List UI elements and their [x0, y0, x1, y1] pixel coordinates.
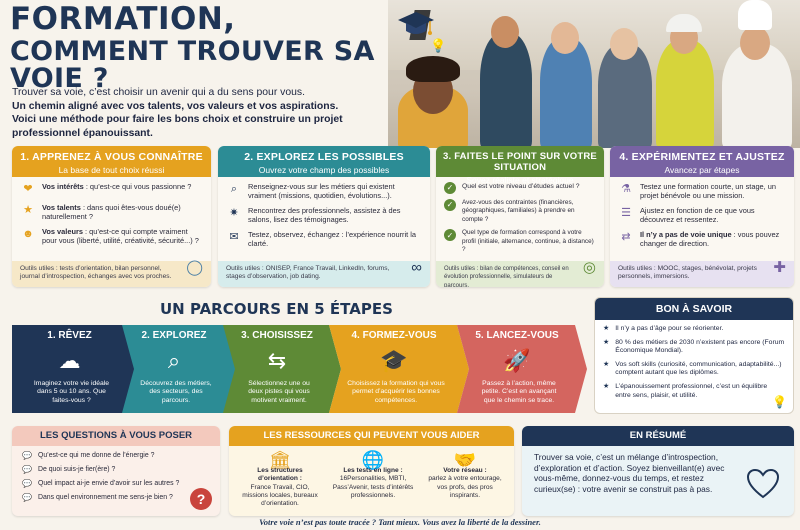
- globe-icon: 🌐: [361, 450, 385, 470]
- mirror-icon: ◯: [186, 259, 203, 276]
- card-footer: Outils utiles : MOOC, stages, bénévolat, projets personnels, immersions. ✚: [610, 261, 794, 287]
- list-item: ★ Il n’y a pas d’âge pour se réorienter.: [603, 325, 724, 332]
- card-know-yourself: [12, 146, 211, 287]
- rocket-icon: 🚀: [503, 348, 531, 373]
- resource-item: 🤝 Votre réseau : parlez à votre entourage, vos profs, des pros inspirants.: [423, 456, 507, 500]
- question-mark-icon: ?: [190, 488, 212, 510]
- step-launch: 5. LANCEZ-VOUS 🚀 Passez à l’action, même petite. C’est en avançant que le chemin se trace.: [457, 325, 587, 413]
- resources-panel: LES RESSOURCES QUI PEUVENT VOUS AIDER 🏛 Les structures d’orientation : France Travail, CIO, missions locales, bureaux d’orientation. 🌐 Les tests en ligne : 16Personalities, MBTI, Pass’Avenir, tests d’intérêts professionnels. 🤝 Votre réseau : parlez à votre entourage, vos profs, des pros inspirants.: [229, 426, 514, 516]
- heart-icon: [746, 468, 780, 500]
- check-icon: ✓: [444, 229, 456, 241]
- card-header: 2. EXPLOREZ LES POSSIBLES Ouvrez votre champ des possibles: [218, 146, 430, 177]
- resource-item: 🏛 Les structures d’orientation : France Travail, CIO, missions locales, bureaux d’orientation.: [237, 456, 323, 508]
- flask-icon: ⚗: [621, 183, 631, 196]
- hero-photo: [388, 0, 800, 148]
- card-footer: Outils utiles : tests d’orientation, bilan personnel, journal d’introspection, échanges avec vos proches. ◯: [12, 261, 211, 287]
- intro-text: Trouver sa voie, c’est choisir un avenir qui a du sens pour vous. Un chemin aligné avec vos talents, vos valeurs et vos aspirations. Voici une méthode pour faire les bons choix et construire un projet professionnel épanouissant.: [12, 87, 343, 139]
- good-to-know-panel: BON À SAVOIR ★ Il n’y a pas d’âge pour se réorienter. ★ 80 % des métiers de 2030 n’existent pas encore (Forum Économique Mondial). ★ Vos soft skills (curiosité, communication, adaptabilité...) comptent autant que les diplômes. ★ L’épanouissement professionnel, c’est un équilibre entre sens, plaisir, et utilité. 💡: [594, 297, 794, 414]
- check-icon: ✓: [444, 182, 456, 194]
- summary-panel: EN RÉSUMÉ Trouver sa voie, c’est un mélange d’introspection, d’exploration et d’action. Soyez bienveillant(e) avec vous-même, donnez-vous du temps, et restez curieux(se) : votre avenir se construit pas à pas.: [522, 426, 794, 516]
- cloud-icon: ☁: [58, 348, 81, 373]
- list-item: 💬 De quoi suis-je fier(ère) ?: [22, 465, 116, 474]
- check-icon: ✓: [444, 199, 456, 211]
- graduation-cap-icon: [396, 8, 436, 42]
- graduation-cap-icon: 🎓: [380, 348, 408, 373]
- chat-bubble-icon: 💬: [22, 493, 32, 502]
- card-footer: Outils utiles : bilan de compétences, conseil en évolution professionnelle, simulateurs de parcours. ◎: [436, 261, 604, 287]
- chat-bubble-icon: 💬: [22, 451, 32, 460]
- step-choose: 3. CHOISISSEZ ⇆ Sélectionnez une ou deux pistes qui vous motivent vraiment.: [223, 325, 341, 413]
- list-item: ☻ Vos valeurs : qu’est-ce qui compte vraiment pour vous (liberté, utilité, créativité, sécurité...) ?: [20, 227, 203, 246]
- step-dream: 1. RÊVEZ ☁ Imaginez votre vie idéale dans 5 ou 10 ans. Que faites-vous ?: [12, 325, 137, 413]
- card-footer: Outils utiles : ONISEP, France Travail, LinkedIn, forums, stages d’observation, job dating. ∞: [218, 261, 430, 287]
- step-train: 4. FORMEZ-VOUS 🎓 Choisissez la formation qui vous permet d’acquérir les bonnes compétences.: [329, 325, 469, 413]
- sliders-icon: ☰: [621, 207, 631, 220]
- magnifier-icon: ⌕: [167, 348, 181, 373]
- card-header: 4. EXPÉRIMENTEZ ET AJUSTEZ Avancez par étapes: [610, 146, 794, 177]
- card-situation: [436, 146, 604, 287]
- list-item: ★ 80 % des métiers de 2030 n’existent pas encore (Forum Économique Mondial).: [603, 338, 785, 355]
- page-title: FORMATION, COMMENT TROUVER SA VOIE ?: [10, 1, 375, 94]
- parcours-title: UN PARCOURS EN 5 ÉTAPES: [160, 300, 393, 318]
- chat-icon: ✉: [229, 230, 239, 243]
- list-item: ★ Vos talents : dans quoi êtes-vous doué(e) naturellement ?: [20, 203, 203, 222]
- card-experiment: [610, 146, 794, 287]
- list-item: ⌕ Renseignez-vous sur les métiers qui existent vraiment (missions, quotidien, évolutions...).: [226, 182, 422, 201]
- signpost-icon: ⇆: [267, 348, 287, 373]
- list-item: ★ Vos soft skills (curiosité, communication, adaptabilité...) comptent autant que les diplômes.: [603, 360, 782, 377]
- footer-tagline: Votre voie n’est pas toute tracée ? Tant mieux. Vous avez la liberté de la dessiner.: [259, 517, 541, 527]
- list-item: ✓ Quel est votre niveau d’études actuel ?: [444, 182, 596, 194]
- list-item: ✓ Avez-vous des contraintes (financières, géographiques, familiales) à prendre en compte ?: [444, 199, 596, 224]
- search-icon: ⌕: [230, 183, 238, 196]
- list-item: 💬 Qu’est-ce qui me donne de l’énergie ?: [22, 451, 155, 460]
- heart-icon: ❤: [23, 183, 33, 196]
- list-item: 💬 Quel impact ai-je envie d’avoir sur les autres ?: [22, 479, 180, 488]
- compass-icon: ✷: [229, 207, 239, 220]
- star-icon: ★: [603, 338, 610, 346]
- resource-item: 🌐 Les tests en ligne : 16Personalities, MBTI, Pass’Avenir, tests d’intérêts professionnels.: [329, 456, 417, 500]
- star-icon: ★: [603, 360, 610, 368]
- card-explore: [218, 146, 430, 287]
- list-item: ✓ Quel type de formation correspond à votre profil (initiale, alternance, continue, à distance) ?: [444, 229, 596, 254]
- binoculars-icon: ∞: [411, 259, 422, 276]
- chat-bubble-icon: 💬: [22, 465, 32, 474]
- questions-panel: LES QUESTIONS À VOUS POSER 💬 Qu’est-ce qui me donne de l’énergie ? 💬 De quoi suis-je fier(ère) ? 💬 Quel impact ai-je envie d’avoir sur les autres ? 💬 Dans quel environnement me sens-je bien ? ?: [12, 426, 220, 516]
- list-item: ⇄ Il n’y a pas de voie unique : vous pouvez changer de direction.: [618, 230, 786, 249]
- list-item: ❤ Vos intérêts : qu’est-ce qui vous passionne ?: [20, 182, 203, 198]
- puzzle-icon: ✚: [773, 259, 786, 276]
- signpost-icon: ⇄: [621, 230, 631, 243]
- star-icon: ★: [603, 382, 610, 390]
- list-item: 💬 Dans quel environnement me sens-je bien ?: [22, 493, 173, 502]
- step-explore: 2. EXPLOREZ ⌕ Découvrez des métiers, des secteurs, des parcours.: [122, 325, 236, 413]
- lightbulb-icon: 💡: [430, 38, 447, 53]
- chat-bubble-icon: 💬: [22, 479, 32, 488]
- list-item: ✷ Rencontrez des professionnels, assistez à des salons, lisez des témoignages.: [226, 206, 422, 225]
- list-item: ☰ Ajustez en fonction de ce que vous découvrez et ressentez.: [618, 206, 786, 225]
- handshake-icon: 🤝: [453, 450, 477, 470]
- lightbulb-icon: 💡: [772, 395, 787, 409]
- list-item: ✉ Testez, observez, échangez : l’expérience nourrit la clarté.: [226, 230, 422, 249]
- building-icon: 🏛: [268, 450, 292, 470]
- star-icon: ★: [603, 325, 610, 332]
- card-header: 1. APPRENEZ À VOUS CONNAÎTRE La base de tout choix réussi: [12, 146, 211, 177]
- values-icon: ☻: [22, 228, 34, 241]
- star-icon: ★: [23, 204, 33, 217]
- list-item: ★ L’épanouissement professionnel, c’est un équilibre entre sens, plaisir, et utilité.: [603, 382, 768, 399]
- list-item: ⚗ Testez une formation courte, un stage, un projet bénévole ou une mission.: [618, 182, 786, 201]
- card-header: 3. FAITES LE POINT SUR VOTRE SITUATION Soyez réaliste et stratégique: [436, 146, 604, 177]
- target-icon: ◎: [582, 259, 596, 276]
